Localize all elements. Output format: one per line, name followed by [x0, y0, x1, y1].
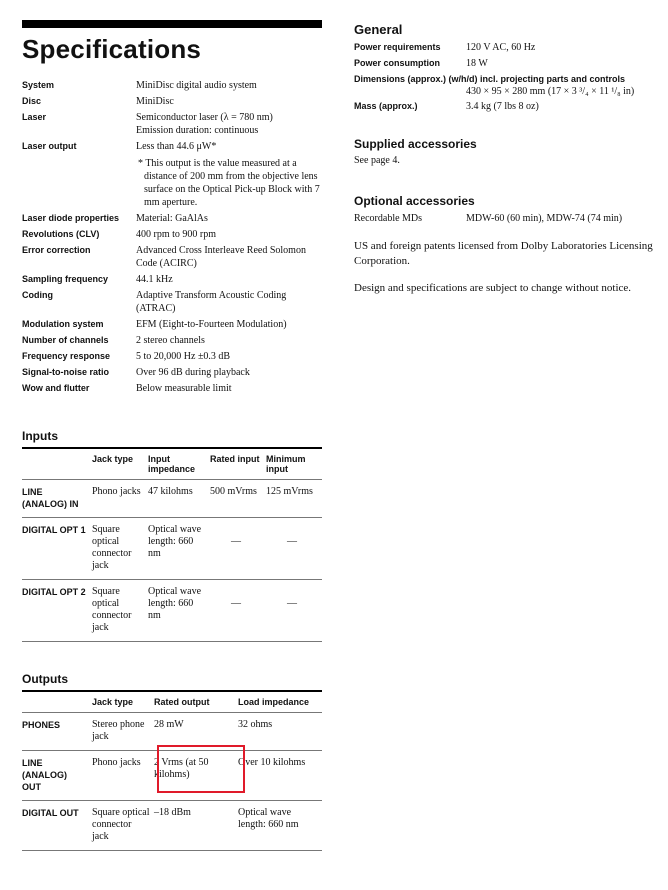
supplied-title: Supplied accessories — [354, 137, 477, 151]
spec-key: Wow and flutter — [22, 383, 90, 393]
table-header: Load impedance — [238, 697, 310, 707]
table-cell: DIGITAL OPT 1 — [22, 518, 92, 580]
table-cell: Square optical connector jack — [92, 580, 148, 642]
highlighted-cell — [154, 751, 238, 801]
spec-value — [136, 140, 322, 209]
general-value: 120 V AC, 60 Hz — [466, 42, 536, 53]
spec-key: Laser — [22, 112, 47, 122]
general-key: Power consumption — [354, 58, 441, 68]
spec-value — [136, 111, 322, 137]
table-cell: 125 mVrms — [266, 480, 322, 518]
left-column — [22, 20, 322, 851]
inputs-table — [22, 449, 322, 641]
spec-list — [22, 79, 322, 395]
title-bar — [22, 20, 322, 28]
table-cell: DIGITAL OUT — [22, 801, 92, 851]
spec-key: Coding — [22, 290, 53, 300]
general-row — [354, 41, 654, 54]
table-cell: — — [266, 518, 322, 580]
general-key: Power requirements — [354, 42, 441, 52]
spec-row — [22, 318, 322, 331]
spec-value-line: Semiconductor laser (λ = 780 nm) — [136, 112, 273, 123]
spec-value: EFM (Eight-to-Fourteen Modulation) — [136, 319, 287, 330]
table-cell: PHONES — [22, 713, 92, 751]
table-cell: Over 10 kilohms — [238, 751, 322, 801]
table-cell: Optical wave length: 660 nm — [148, 580, 210, 642]
table-cell: — — [210, 580, 266, 642]
table-cell: LINE (ANALOG) IN — [22, 480, 92, 518]
spec-value: 5 to 20,000 Hz ±0.3 dB — [136, 351, 231, 362]
spec-value: Below measurable limit — [136, 383, 232, 394]
table-cell: 28 mW — [154, 713, 238, 751]
dimensions-value: 430 × 95 × 280 mm (17 × 3 ³/₄ × 11 ¹/₈ in) — [466, 86, 635, 97]
table-cell: — — [210, 518, 266, 580]
table-header — [22, 449, 92, 480]
outputs-table — [22, 692, 322, 850]
rated-output-value: 2 Vrms (at 50 kilohms) — [154, 757, 209, 780]
outputs-section — [22, 672, 322, 851]
inputs-title: Inputs — [22, 429, 58, 443]
inputs-section — [22, 429, 322, 642]
spec-key: Disc — [22, 96, 42, 106]
table-header: Input impedance — [148, 454, 196, 474]
spec-row — [22, 212, 322, 225]
optional-key: Recordable MDs — [354, 213, 423, 224]
table-header: Rated output — [154, 697, 210, 707]
outputs-title: Outputs — [22, 672, 68, 686]
right-column — [354, 22, 654, 308]
optional-row — [354, 212, 654, 225]
general-row — [354, 100, 654, 113]
spec-row — [22, 95, 322, 108]
general-row — [354, 57, 654, 70]
spec-value: Adaptive Transform Acoustic Coding (ATRAC) — [136, 290, 287, 314]
spec-key: Laser diode properties — [22, 213, 120, 223]
table-header: Minimum input — [266, 454, 306, 474]
optional-title: Optional accessories — [354, 194, 475, 208]
spec-row — [22, 111, 322, 137]
table-cell: — — [266, 580, 322, 642]
spec-key: System — [22, 80, 55, 90]
dimensions-key: Dimensions (approx.) (w/h/d) incl. projecting parts and controls — [354, 74, 626, 84]
table-row — [22, 713, 322, 751]
spec-row — [22, 273, 322, 286]
spec-key: Error correction — [22, 245, 91, 255]
table-cell: Optical wave length: 660 nm — [238, 801, 322, 851]
table-cell: –18 dBm — [154, 801, 238, 851]
spec-value-line: Less than 44.6 μW* — [136, 141, 217, 152]
spec-value: Material: GaAlAs — [136, 213, 208, 224]
table-header — [22, 692, 92, 713]
spec-value: 400 rpm to 900 rpm — [136, 229, 216, 240]
spec-row — [22, 79, 322, 92]
spec-key: Revolutions (CLV) — [22, 229, 100, 239]
table-row — [22, 801, 322, 851]
table-cell: 32 ohms — [238, 713, 322, 751]
spec-key: Laser output — [22, 141, 77, 151]
table-cell: Optical wave length: 660 nm — [148, 518, 210, 580]
spec-row — [22, 228, 322, 241]
spec-value: Over 96 dB during playback — [136, 367, 250, 378]
table-cell: Phono jacks — [92, 480, 148, 518]
spec-key: Signal-to-noise ratio — [22, 367, 110, 377]
table-header-row — [22, 692, 322, 713]
table-cell: LINE (ANALOG) OUT — [22, 751, 92, 801]
spec-key: Modulation system — [22, 319, 104, 329]
general-value: 18 W — [466, 58, 488, 69]
table-row — [22, 518, 322, 580]
table-row — [22, 480, 322, 518]
general-title: General — [354, 22, 403, 37]
table-cell: Square optical connector jack — [92, 801, 154, 851]
spec-row — [22, 350, 322, 363]
optional-value: MDW-60 (60 min), MDW-74 (74 min) — [466, 213, 623, 224]
table-cell: Square optical connector jack — [92, 518, 148, 580]
page-title: Specifications — [22, 34, 202, 64]
spec-row — [22, 140, 322, 209]
table-header: Jack type — [92, 454, 134, 464]
table-row — [22, 751, 322, 801]
spec-row — [22, 289, 322, 315]
table-cell: 500 mVrms — [210, 480, 266, 518]
table-cell: Phono jacks — [92, 751, 154, 801]
spec-row — [22, 382, 322, 395]
table-cell: DIGITAL OPT 2 — [22, 580, 92, 642]
spec-footnote: * This output is the value measured at a distance of 200 mm from the objective lens surface on the Optical Pick-up Block with 7 mm aperture. — [138, 158, 320, 208]
table-row — [22, 580, 322, 642]
general-key: Mass (approx.) — [354, 101, 418, 111]
general-value: 3.4 kg (7 lbs 8 oz) — [466, 101, 539, 112]
spec-value-line: Emission duration: continuous — [136, 125, 259, 136]
spec-row — [22, 244, 322, 270]
table-header: Rated input — [210, 454, 260, 464]
spec-key: Frequency response — [22, 351, 111, 361]
table-cell: 47 kilohms — [148, 480, 210, 518]
table-cell: Stereo phone jack — [92, 713, 154, 751]
spec-value: MiniDisc — [136, 96, 174, 107]
table-header-row — [22, 449, 322, 480]
spec-key: Sampling frequency — [22, 274, 109, 284]
spec-value: MiniDisc digital audio system — [136, 80, 257, 91]
spec-value: 44.1 kHz — [136, 274, 173, 285]
spec-value: 2 stereo channels — [136, 335, 205, 346]
spec-value: Advanced Cross Interleave Reed Solomon Code (ACIRC) — [136, 245, 306, 269]
supplied-text: See page 4. — [354, 155, 400, 166]
outputs-bottom-rule — [22, 850, 322, 851]
spec-key: Number of channels — [22, 335, 109, 345]
patent-paragraph: US and foreign patents licensed from Dolby Laboratories Licensing Corporation. — [354, 240, 653, 267]
table-header: Jack type — [92, 697, 134, 707]
spec-row — [22, 366, 322, 379]
spec-row — [22, 334, 322, 347]
change-notice-paragraph: Design and specifications are subject to change without notice. — [354, 282, 632, 294]
inputs-bottom-rule — [22, 641, 322, 642]
